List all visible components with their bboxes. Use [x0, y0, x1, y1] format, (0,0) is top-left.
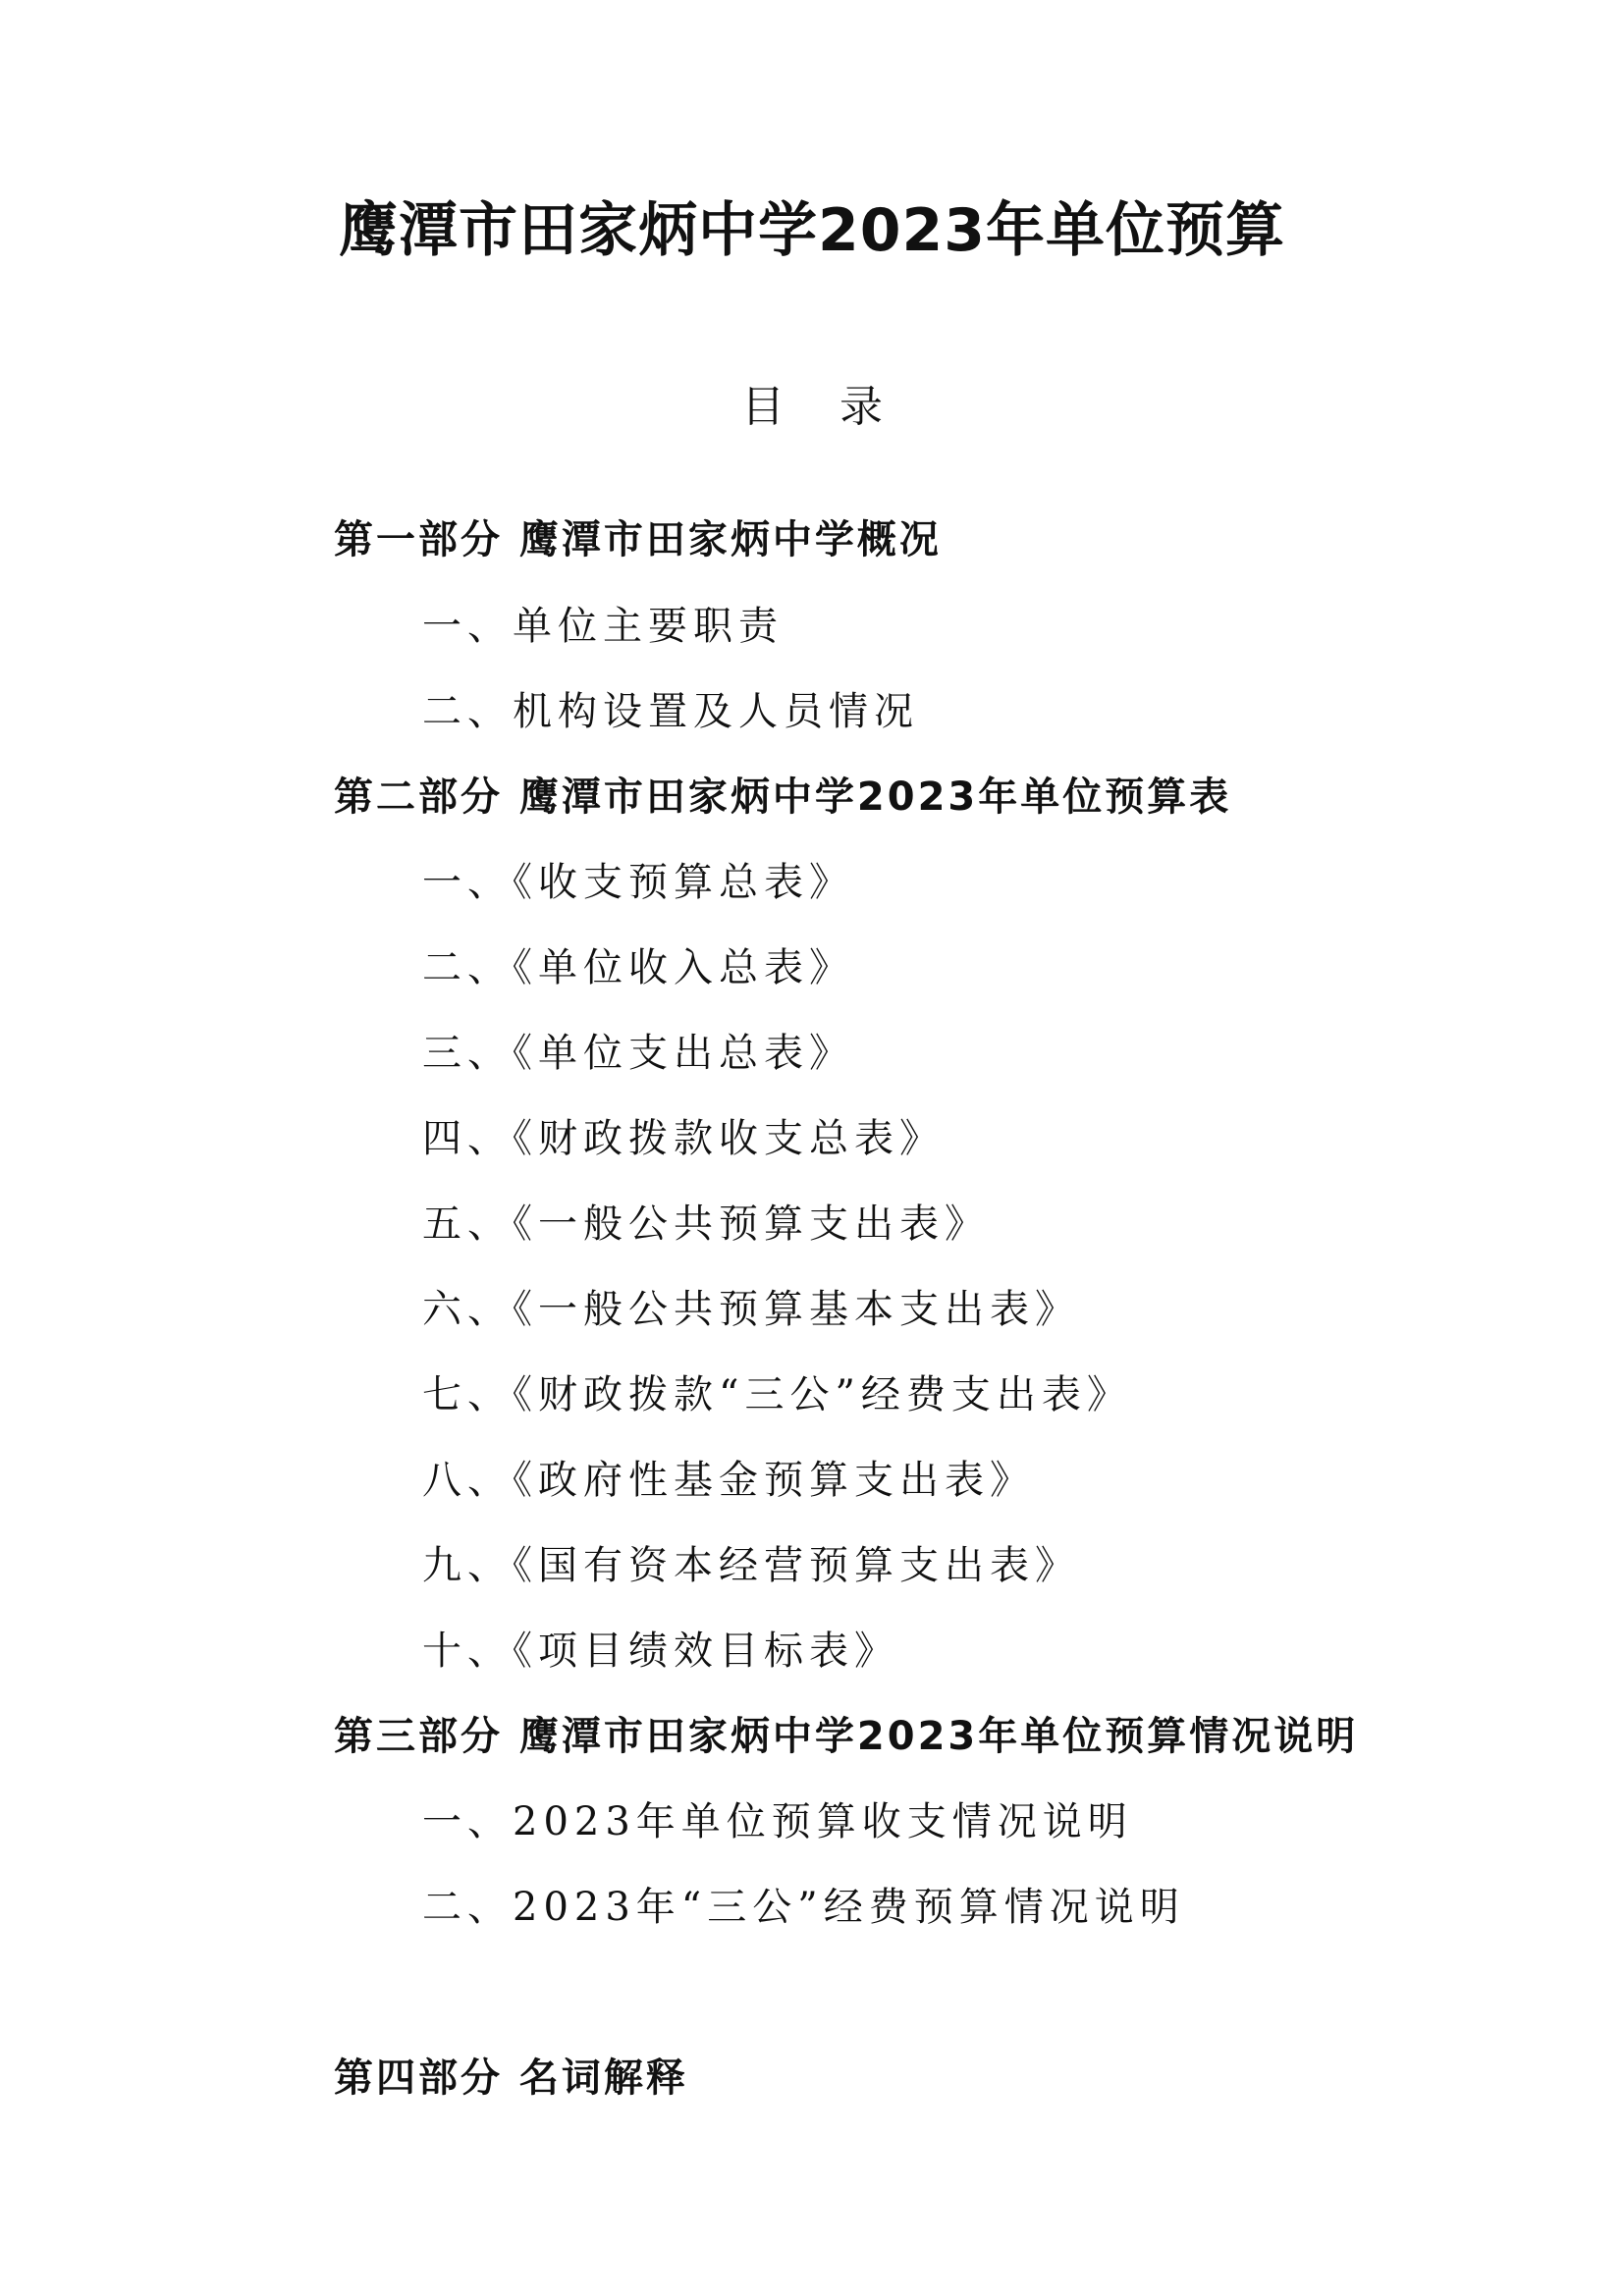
toc-part-4: 第四部分 名词解释 [334, 2056, 688, 2101]
toc-item-organization-staff: 二、机构设置及人员情况 [422, 689, 919, 734]
toc-item-table-7: 七、《财政拨款“三公”经费支出表》 [422, 1372, 1132, 1417]
toc-item-table-4: 四、《财政拨款收支总表》 [422, 1116, 945, 1161]
toc-part-2: 第二部分 鹰潭市田家炳中学2023年单位预算表 [334, 774, 1232, 820]
toc-item-main-duties: 一、单位主要职责 [422, 604, 784, 649]
toc-item-table-3: 三、《单位支出总表》 [422, 1031, 854, 1076]
page-title: 鹰潭市田家炳中学2023年单位预算 [339, 196, 1285, 265]
toc-part-3: 第三部分 鹰潭市田家炳中学2023年单位预算情况说明 [334, 1714, 1359, 1759]
toc-item-budget-explanation: 一、2023年单位预算收支情况说明 [422, 1799, 1133, 1844]
toc-heading: 目 录 [741, 382, 883, 432]
toc-item-three-public-explanation: 二、2023年“三公”经费预算情况说明 [422, 1885, 1185, 1930]
toc-item-table-8: 八、《政府性基金预算支出表》 [422, 1458, 1035, 1503]
toc-item-table-1: 一、《收支预算总表》 [422, 860, 854, 905]
toc-item-table-5: 五、《一般公共预算支出表》 [422, 1201, 990, 1247]
toc-item-table-6: 六、《一般公共预算基本支出表》 [422, 1287, 1080, 1332]
toc-item-table-10: 十、《项目绩效目标表》 [422, 1629, 899, 1674]
toc-item-table-9: 九、《国有资本经营预算支出表》 [422, 1543, 1080, 1588]
toc-item-table-2: 二、《单位收入总表》 [422, 945, 854, 990]
toc-part-1: 第一部分 鹰潭市田家炳中学概况 [334, 517, 942, 562]
